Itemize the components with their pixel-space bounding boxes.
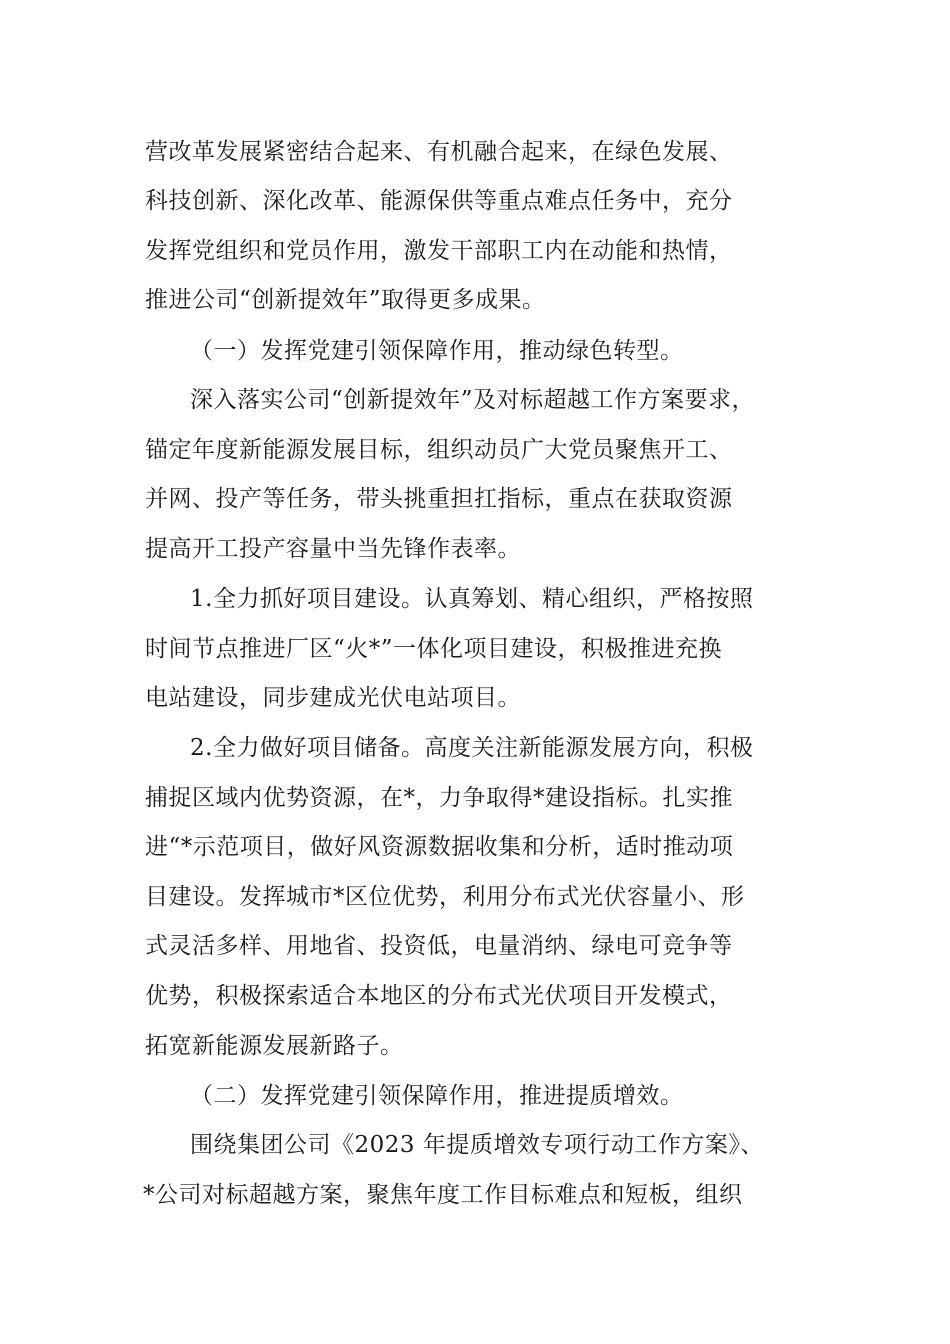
body-text-line: 科技创新、深化改革、能源保供等重点难点任务中，充分	[145, 188, 733, 214]
list-item-1: 1.全力抓好项目建设。认真筹划、精心组织，严格按照	[190, 586, 754, 612]
section-heading-2: （二）发挥党建引领保障作用，推进提质增效。	[190, 1083, 684, 1109]
section-heading-1: （一）发挥党建引领保障作用，推动绿色转型。	[190, 338, 684, 364]
body-text-line: 提高开工投产容量中当先锋作表率。	[145, 536, 521, 562]
body-text-line: 营改革发展紧密结合起来、有机融合起来，在绿色发展、	[145, 139, 733, 165]
body-text-line: *公司对标超越方案，聚焦年度工作目标难点和短板，组织	[143, 1182, 743, 1208]
body-text-line: 捕捉区域内优势资源，在*，力争取得*建设指标。扎实推	[145, 785, 733, 811]
body-text-line: 推进公司“创新提效年”取得更多成果。	[145, 287, 546, 313]
body-text-line: 式灵活多样、用地省、投资低，电量消纳、绿电可竞争等	[145, 933, 733, 959]
list-item-2: 2.全力做好项目储备。高度关注新能源发展方向，积极	[190, 735, 754, 761]
body-text-line: 电站建设，同步建成光伏电站项目。	[145, 685, 521, 711]
body-text-line: 深入落实公司“创新提效年”及对标超越工作方案要求，	[190, 387, 756, 413]
body-text-line: 时间节点推进厂区“火*”一体化项目建设，积极推进充换	[145, 636, 723, 662]
body-text-line: 发挥党组织和党员作用，激发干部职工内在动能和热情，	[145, 238, 733, 264]
body-text-line: 目建设。发挥城市*区位优势，利用分布式光伏容量小、形	[145, 884, 745, 910]
body-text-line: 锚定年度新能源发展目标，组织动员广大党员聚焦开工、	[145, 437, 733, 463]
body-text-line: 优势，积极探索适合本地区的分布式光伏项目开发模式，	[145, 983, 733, 1009]
body-text-line: 围绕集团公司《2023 年提质增效专项行动工作方案》、	[190, 1132, 764, 1158]
body-text-line: 拓宽新能源发展新路子。	[145, 1033, 404, 1059]
body-text-line: 并网、投产等任务，带头挑重担扛指标，重点在获取资源	[145, 486, 733, 512]
body-text-line: 进“*示范项目，做好风资源数据收集和分析，适时推动项	[145, 834, 734, 860]
